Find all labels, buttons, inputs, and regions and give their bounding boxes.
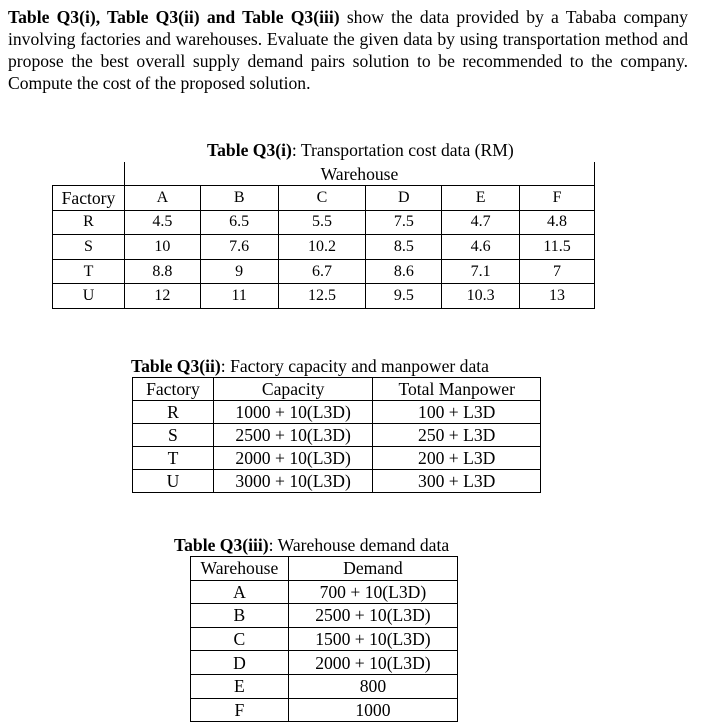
cost-cell: 9 [200,259,278,284]
capacity-cell: 2000 + 10(L3D) [213,447,373,470]
table1-col-header: C [278,186,366,211]
manpower-cell: 250 + L3D [373,424,541,447]
table-row [53,284,595,309]
table1-warehouse-header: Warehouse [124,162,594,186]
table-row [133,470,541,493]
table2-header-factory: Factory [133,378,214,401]
table1-col-header: A [124,186,200,211]
cost-cell: 7.5 [366,210,442,235]
table-row [191,604,458,628]
factory-capacity-table [132,377,541,493]
factory-cell: T [133,447,214,470]
cost-cell: 4.6 [442,235,520,260]
table2-header-manpower: Total Manpower [373,378,541,401]
cost-cell: 9.5 [366,284,442,309]
warehouse-cell: A [191,580,289,604]
table1-caption [207,139,514,161]
question-body: show the data provided by a Tababa company involving factories and warehouses. Evaluate the given data by using transportation method and propose the best overall supply demand pairs solution to be recommended to the company. Compute the cost of the proposed solution. [8,7,688,93]
table3-header-warehouse: Warehouse [191,557,289,581]
cost-cell: 8.6 [366,259,442,284]
table3-caption-text: : Warehouse demand data [268,535,450,555]
capacity-cell: 1000 + 10(L3D) [213,401,373,424]
table2-caption [131,355,489,377]
demand-cell: 800 [288,674,457,698]
table2-header-capacity: Capacity [213,378,373,401]
factory-cell: T [53,259,125,284]
table1-col-header: E [442,186,520,211]
table-row [191,698,458,722]
question-text [8,6,688,94]
capacity-cell: 3000 + 10(L3D) [213,470,373,493]
cost-cell: 10 [124,235,200,260]
cost-cell: 7 [520,259,595,284]
table1-group-header-row [53,162,595,186]
cost-cell: 6.7 [278,259,366,284]
cost-cell: 11 [200,284,278,309]
cost-cell: 11.5 [520,235,595,260]
warehouse-cell: E [191,674,289,698]
question-table-refs: Table Q3(i), Table Q3(ii) and Table Q3(iii) [8,7,340,27]
table1-col-header: B [200,186,278,211]
factory-cell: U [133,470,214,493]
warehouse-cell: D [191,651,289,675]
table1-empty-corner [53,162,125,186]
table-row [133,447,541,470]
table-row [191,580,458,604]
table1-col-header: F [520,186,595,211]
warehouse-demand-table [190,556,458,722]
table-row [191,674,458,698]
cost-cell: 6.5 [200,210,278,235]
table-row [53,259,595,284]
warehouse-cell: C [191,627,289,651]
cost-cell: 8.5 [366,235,442,260]
cost-cell: 5.5 [278,210,366,235]
table1-col-header: D [366,186,442,211]
table-row [191,651,458,675]
factory-cell: S [133,424,214,447]
demand-cell: 1500 + 10(L3D) [288,627,457,651]
cost-cell: 7.1 [442,259,520,284]
warehouse-cell: B [191,604,289,628]
table3-header-demand: Demand [288,557,457,581]
table3-caption-label: Table Q3(iii) [174,535,269,555]
table-row [53,210,595,235]
table-row [133,401,541,424]
table-row [133,424,541,447]
cost-cell: 4.5 [124,210,200,235]
factory-cell: R [133,401,214,424]
transportation-cost-table [52,162,595,309]
table2-header-row [133,378,541,401]
manpower-cell: 200 + L3D [373,447,541,470]
manpower-cell: 300 + L3D [373,470,541,493]
cost-cell: 12 [124,284,200,309]
cost-cell: 13 [520,284,595,309]
table1-caption-label: Table Q3(i) [207,140,292,160]
table2-caption-text: : Factory capacity and manpower data [220,356,489,376]
demand-cell: 700 + 10(L3D) [288,580,457,604]
table1-caption-text: : Transportation cost data (RM) [291,140,514,160]
cost-cell: 12.5 [278,284,366,309]
table1-column-header-row [53,186,595,211]
factory-cell: S [53,235,125,260]
factory-cell: U [53,284,125,309]
capacity-cell: 2500 + 10(L3D) [213,424,373,447]
demand-cell: 1000 [288,698,457,722]
manpower-cell: 100 + L3D [373,401,541,424]
cost-cell: 10.2 [278,235,366,260]
factory-cell: R [53,210,125,235]
demand-cell: 2000 + 10(L3D) [288,651,457,675]
cost-cell: 4.8 [520,210,595,235]
cost-cell: 4.7 [442,210,520,235]
table3-header-row [191,557,458,581]
table-row [53,235,595,260]
cost-cell: 7.6 [200,235,278,260]
table2-caption-label: Table Q3(ii) [131,356,221,376]
cost-cell: 10.3 [442,284,520,309]
table-row [191,627,458,651]
warehouse-cell: F [191,698,289,722]
table3-caption [174,534,449,556]
cost-cell: 8.8 [124,259,200,284]
table1-factory-header: Factory [53,186,125,211]
demand-cell: 2500 + 10(L3D) [288,604,457,628]
